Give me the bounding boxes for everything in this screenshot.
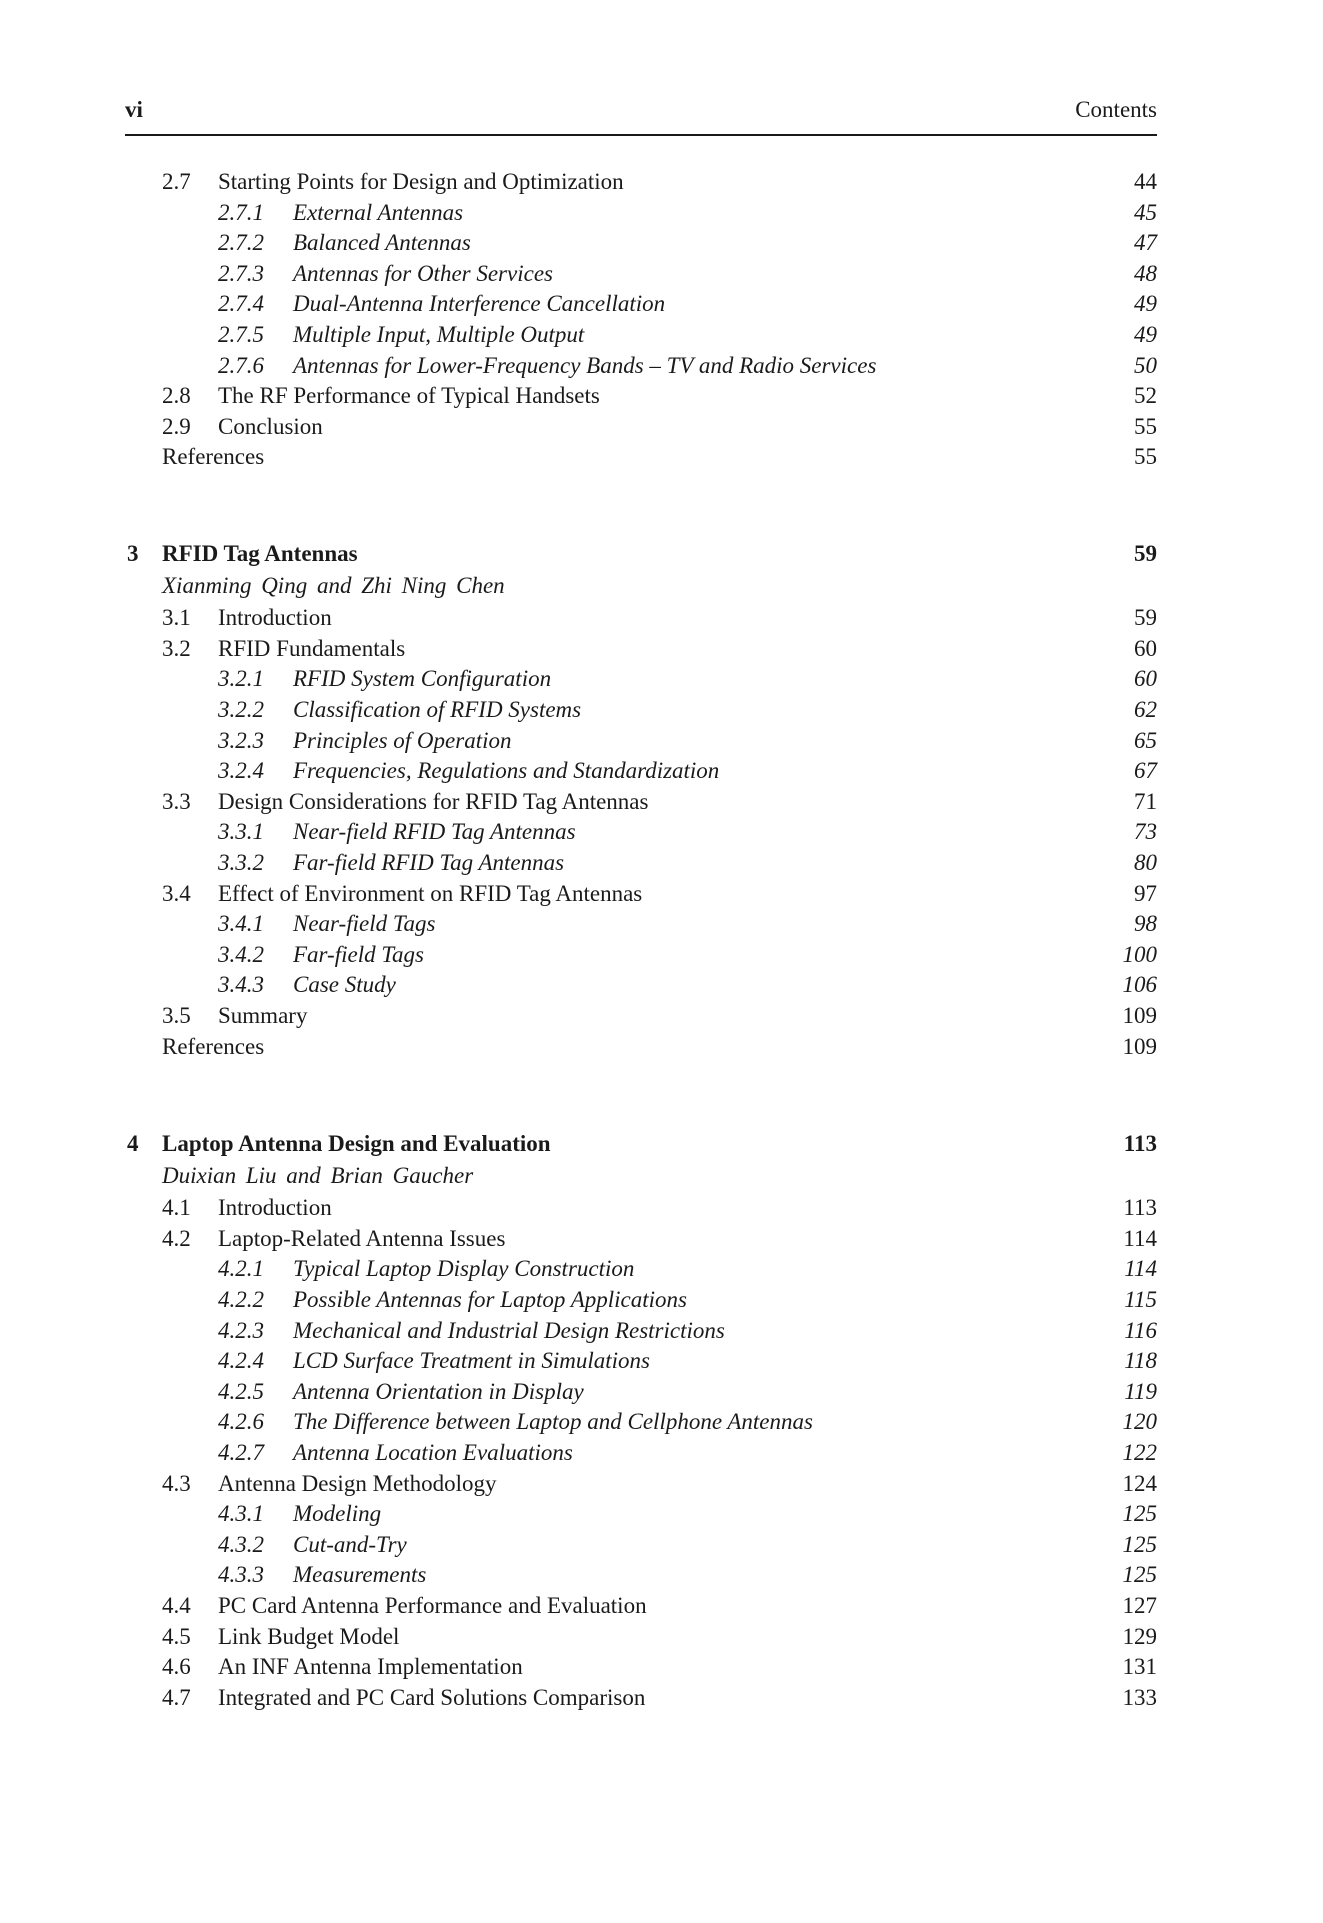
entry-page-number: 100: [1122, 941, 1157, 967]
entry-number: 2.7.4: [218, 291, 264, 317]
entry-title: Link Budget Model: [218, 1623, 400, 1649]
entry-page-number: 65: [1134, 727, 1157, 753]
entry-number: 4.2.3: [218, 1317, 264, 1343]
entry-title: References: [162, 444, 265, 470]
entry-page-number: 118: [1124, 1348, 1157, 1374]
entry-title: An INF Antenna Implementation: [218, 1654, 523, 1680]
entry-number: 2.7.6: [218, 352, 264, 378]
entry-page-number: 120: [1122, 1409, 1157, 1435]
entry-number: 4.5: [162, 1623, 191, 1649]
entry-page-number: 67: [1134, 758, 1157, 784]
entry-number: 2.9: [162, 413, 191, 439]
entry-number: 4.3.1: [218, 1501, 264, 1527]
toc-section: [0, 412, 1157, 442]
toc-subsection: [0, 1560, 1157, 1590]
entry-page-number: 98: [1134, 911, 1157, 937]
page-number: vi: [125, 97, 143, 122]
entry-title: Near-field Tags: [293, 911, 436, 937]
entry-title: Dual-Antenna Interference Cancellation: [293, 291, 666, 317]
toc-section: [0, 1652, 1157, 1682]
toc-subsection: [0, 848, 1157, 878]
toc-section: [0, 167, 1157, 197]
chapter-number: 3: [127, 541, 139, 566]
toc-section: [0, 787, 1157, 817]
entry-page-number: 109: [1122, 1033, 1157, 1059]
entry-number: 4.4: [162, 1593, 191, 1618]
toc-subsection: [0, 726, 1157, 756]
toc-subsection: [0, 259, 1157, 289]
toc-section: [0, 381, 1157, 411]
entry-title: Introduction: [218, 1195, 332, 1221]
entry-number: 3.1: [162, 605, 191, 631]
toc-section: [0, 1591, 1157, 1621]
toc-subsection: [0, 1285, 1157, 1315]
entry-number: 4.1: [162, 1195, 191, 1221]
entry-number: 3.4: [162, 880, 191, 906]
entry-page-number: 109: [1122, 1003, 1157, 1028]
entry-title: RFID Fundamentals: [218, 635, 406, 661]
chapter-authors: Duixian Liu and Brian Gaucher: [162, 1162, 474, 1188]
entry-page-number: 52: [1134, 383, 1157, 409]
entry-page-number: 122: [1122, 1440, 1157, 1465]
toc-subsection: [0, 695, 1157, 725]
entry-title: LCD Surface Treatment in Simulations: [293, 1348, 650, 1374]
entry-page-number: 48: [1134, 260, 1157, 286]
entry-number: 3.2.2: [218, 697, 264, 722]
entry-number: 4.2.2: [218, 1287, 264, 1312]
entry-page-number: 45: [1134, 199, 1157, 225]
entry-title: Principles of Operation: [293, 727, 512, 753]
entry-number: 4.6: [162, 1654, 191, 1680]
entry-number: 4.3.2: [218, 1531, 264, 1557]
entry-title: Design Considerations for RFID Tag Antennas: [218, 788, 649, 814]
entry-title: Starting Points for Design and Optimization: [218, 169, 624, 194]
entry-page-number: 115: [1124, 1287, 1157, 1312]
toc-subsection: [0, 756, 1157, 786]
toc-subsection: [0, 320, 1157, 350]
chapter-title: Laptop Antenna Design and Evaluation: [162, 1131, 551, 1156]
entry-page-number: 114: [1123, 1225, 1157, 1251]
entry-number: 3.5: [162, 1003, 191, 1028]
toc-subsection: [0, 351, 1157, 381]
entry-page-number: 50: [1134, 352, 1157, 378]
entry-title: External Antennas: [293, 199, 464, 225]
entry-title: Antennas for Other Services: [293, 260, 553, 286]
entry-page-number: 114: [1124, 1256, 1157, 1282]
entry-title: Antenna Design Methodology: [218, 1470, 497, 1496]
chapter-heading: [0, 1129, 1157, 1159]
entry-page-number: 49: [1134, 322, 1157, 347]
toc-subsection: [0, 1499, 1157, 1529]
entry-number: 3.3: [162, 788, 191, 814]
toc-subsection: [0, 940, 1157, 970]
entry-number: 3.3.2: [218, 850, 264, 875]
entry-number: 4.2.7: [218, 1440, 264, 1465]
entry-number: 3.2.1: [218, 666, 264, 692]
entry-title: Laptop-Related Antenna Issues: [218, 1225, 506, 1251]
entry-number: 4.2.1: [218, 1256, 264, 1282]
toc-section: [0, 1622, 1157, 1652]
entry-number: 3.2.4: [218, 758, 264, 784]
entry-title: Far-field Tags: [293, 941, 424, 967]
entry-title: Summary: [218, 1003, 308, 1028]
toc-subsection: [0, 228, 1157, 258]
entry-page-number: 106: [1122, 972, 1157, 998]
entry-title: Integrated and PC Card Solutions Comparison: [218, 1684, 646, 1710]
entry-number: 2.7.3: [218, 260, 264, 286]
entry-number: 3.2: [162, 635, 191, 661]
chapter-page-number: 113: [1123, 1131, 1157, 1156]
chapter-heading: [0, 539, 1157, 569]
entry-page-number: 80: [1134, 850, 1157, 875]
entry-title: Typical Laptop Display Construction: [293, 1256, 635, 1282]
entry-title: Case Study: [293, 972, 396, 998]
toc-subsection: [0, 1254, 1157, 1284]
toc-subsection: [0, 1377, 1157, 1407]
entry-number: 4.2.6: [218, 1409, 264, 1435]
toc-subsection: [0, 1407, 1157, 1437]
entry-title: References: [162, 1033, 265, 1059]
entry-title: RFID System Configuration: [293, 666, 552, 692]
toc-section: [0, 1683, 1157, 1713]
entry-page-number: 55: [1134, 444, 1157, 470]
entry-page-number: 131: [1122, 1654, 1157, 1680]
entry-title: Cut-and-Try: [293, 1531, 407, 1557]
entry-title: Conclusion: [218, 413, 323, 439]
entry-page-number: 44: [1134, 169, 1157, 194]
toc-subsection: [0, 1316, 1157, 1346]
page-header: [125, 94, 1157, 136]
running-title: Contents: [1075, 97, 1157, 122]
toc-subsection: [0, 1438, 1157, 1468]
entry-title: Measurements: [293, 1562, 427, 1588]
entry-page-number: 133: [1122, 1684, 1157, 1710]
toc-references: [0, 1032, 1157, 1062]
entry-title: Multiple Input, Multiple Output: [293, 322, 585, 347]
entry-number: 3.4.3: [218, 972, 264, 998]
toc-subsection: [0, 1530, 1157, 1560]
entry-page-number: 71: [1134, 788, 1157, 814]
entry-page-number: 125: [1122, 1501, 1157, 1527]
entry-page-number: 116: [1124, 1317, 1157, 1343]
entry-number: 3.4.2: [218, 941, 264, 967]
entry-title: Effect of Environment on RFID Tag Antennas: [218, 880, 643, 906]
toc-section: [0, 1193, 1157, 1223]
entry-page-number: 127: [1122, 1593, 1157, 1618]
entry-title: Possible Antennas for Laptop Applications: [293, 1287, 687, 1312]
entry-number: 4.2: [162, 1225, 191, 1251]
toc-section: [0, 1001, 1157, 1031]
entry-number: 4.7: [162, 1684, 191, 1710]
chapter-title: RFID Tag Antennas: [162, 541, 358, 566]
entry-title: Far-field RFID Tag Antennas: [293, 850, 565, 875]
entry-number: 4.3.3: [218, 1562, 264, 1588]
toc-section: [0, 603, 1157, 633]
entry-number: 2.7.2: [218, 230, 264, 256]
toc-subsection: [0, 970, 1157, 1000]
entry-page-number: 125: [1122, 1562, 1157, 1588]
entry-title: Antenna Location Evaluations: [293, 1440, 573, 1465]
toc-subsection: [0, 198, 1157, 228]
entry-number: 2.8: [162, 383, 191, 409]
entry-page-number: 129: [1122, 1623, 1157, 1649]
chapter-number: 4: [127, 1131, 139, 1156]
entry-number: 3.4.1: [218, 911, 264, 937]
entry-number: 3.3.1: [218, 819, 264, 845]
entry-number: 2.7.1: [218, 199, 264, 225]
entry-page-number: 47: [1134, 230, 1157, 256]
toc-subsection: [0, 1346, 1157, 1376]
entry-title: Modeling: [293, 1501, 382, 1527]
entry-title: Balanced Antennas: [293, 230, 471, 256]
entry-page-number: 62: [1134, 697, 1157, 722]
entry-title: Antenna Orientation in Display: [293, 1378, 584, 1404]
entry-title: Near-field RFID Tag Antennas: [293, 819, 576, 845]
entry-page-number: 60: [1134, 666, 1157, 692]
entry-title: Antennas for Lower-Frequency Bands – TV and Radio Services: [293, 352, 877, 378]
entry-title: Classification of RFID Systems: [293, 697, 582, 722]
entry-page-number: 55: [1134, 413, 1157, 439]
entry-page-number: 97: [1134, 880, 1157, 906]
toc-section: [0, 1469, 1157, 1499]
entry-page-number: 113: [1123, 1195, 1157, 1221]
entry-title: PC Card Antenna Performance and Evaluation: [218, 1593, 647, 1618]
toc-section: [0, 634, 1157, 664]
entry-number: 4.2.4: [218, 1348, 264, 1374]
entry-page-number: 49: [1134, 291, 1157, 317]
toc-subsection: [0, 289, 1157, 319]
entry-title: Frequencies, Regulations and Standardization: [293, 758, 720, 784]
entry-page-number: 60: [1134, 635, 1157, 661]
entry-number: 4.2.5: [218, 1378, 264, 1404]
entry-title: The RF Performance of Typical Handsets: [218, 383, 600, 409]
toc-subsection: [0, 817, 1157, 847]
entry-number: 2.7: [162, 169, 191, 194]
entry-title: Mechanical and Industrial Design Restrictions: [293, 1317, 725, 1343]
chapter-authors: Xianming Qing and Zhi Ning Chen: [162, 572, 505, 598]
entry-page-number: 73: [1134, 819, 1157, 845]
toc-subsection: [0, 909, 1157, 939]
entry-number: 3.2.3: [218, 727, 264, 753]
toc-section: [0, 1224, 1157, 1254]
entry-page-number: 59: [1134, 605, 1157, 631]
toc-references: [0, 442, 1157, 472]
entry-number: 4.3: [162, 1470, 191, 1496]
entry-page-number: 119: [1124, 1378, 1157, 1404]
toc-section: [0, 879, 1157, 909]
entry-title: Introduction: [218, 605, 332, 631]
entry-page-number: 125: [1122, 1531, 1157, 1557]
entry-number: 2.7.5: [218, 322, 264, 347]
entry-title: The Difference between Laptop and Cellphone Antennas: [293, 1409, 813, 1435]
toc-subsection: [0, 664, 1157, 694]
chapter-page-number: 59: [1134, 541, 1157, 566]
entry-page-number: 124: [1122, 1470, 1157, 1496]
